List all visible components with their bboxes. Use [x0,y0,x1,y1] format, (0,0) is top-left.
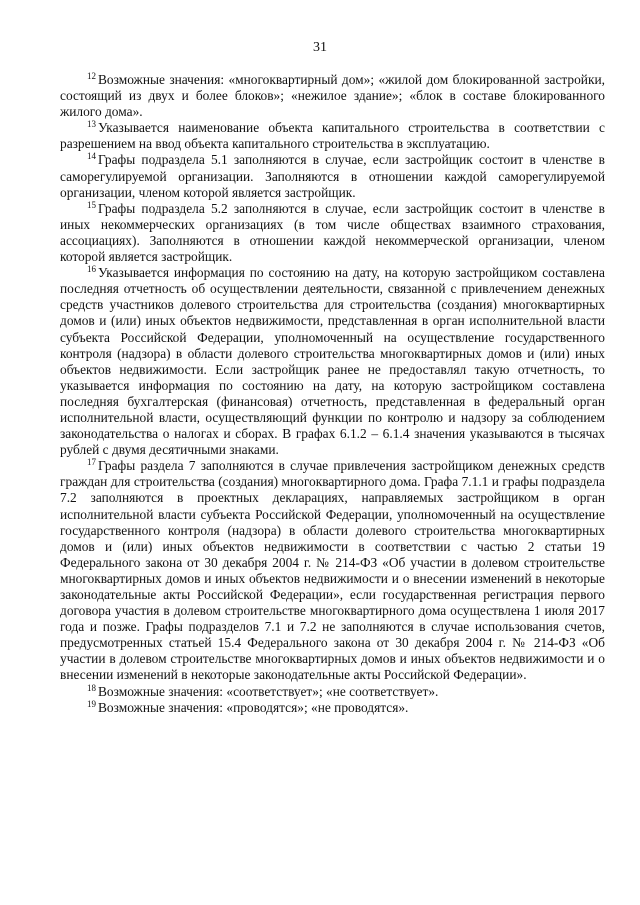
footnote-marker: 13 [87,119,96,130]
footnote-marker: 18 [87,682,96,693]
footnote-text: Указывается информация по состоянию на дату, на которую застройщиком составлена последняя отчетность об осуществлении деятельности, связанной с привлечением денежных средств участников долевого строительства для строительства (создания) многоквартирных домов и (или) иных объектов недвижимости, представленная в орган исполнительной власти субъекта Российской Федерации, уполномоченный на осуществление государственного контроля (надзора) в области долевого строительства многоквартирных домов и (или) иных объектов недвижимости. Если застройщик ранее не предоставлял такую отчетность, то указывается информация по состоянию на дату, на которую застройщиком составлена последняя бухгалтерская (финансовая) отчетность, представленная в федеральный орган исполнительной власти, осуществляющий функции по контролю и надзору за соблюдением законодательства о налогах и сборах. В графах 6.1.2 – 6.1.4 значения указываются в тысячах рублей с двумя десятичными знаками. [60,265,605,458]
footnote [60,265,605,458]
footnote [60,700,605,716]
footnote [60,458,605,683]
footnote-text: Графы раздела 7 заполняются в случае привлечения застройщиком денежных средств граждан для строительства (создания) многоквартирного дома. Графа 7.1.1 и графы подраздела 7.2 заполняются в проектных декларациях, направляемых застройщиком в орган исполнительной власти субъекта Российской Федерации, уполномоченный на осуществление государственного контроля (надзора) в области долевого строительства многоквартирных домов и (или) иных объектов недвижимости в соответствии с частью 2 статьи 19 Федерального закона от 30 декабря 2004 г. № 214-ФЗ «Об участии в долевом строительстве многоквартирных домов и иных объектов недвижимости и о внесении изменений в некоторые законодательные акты Российской Федерации», если государственная регистрация первого договора участия в долевом строительстве многоквартирного дома осуществлена 1 июля 2017 года и позже. Графы подразделов 7.1 и 7.2 не заполняются в случае использования счетов, предусмотренных статьей 15.4 Федерального закона от 30 декабря 2004 г. № 214-ФЗ «Об участии в долевом строительстве многоквартирных домов и иных объектов недвижимости и о внесении изменений в некоторые законодательные акты Российской Федерации». [60,458,605,683]
footnote [60,201,605,265]
footnote-marker: 15 [87,199,96,210]
footnote-text: Графы подраздела 5.2 заполняются в случае, если застройщик состоит в членстве в иных некоммерческих организациях (в том числе обществах взаимного страхования, ассоциациях). Заполняются в отношении каждой некоммерческой организации, членом которой является застройщик. [60,200,605,265]
footnote-marker: 17 [87,457,96,468]
footnote-text: Возможные значения: «многоквартирный дом»; «жилой дом блокированной застройки, состоящий из двух и более блоков»; «нежилое здание»; «блок в составе блокированного жилого дома». [60,72,605,120]
footnote-text: Возможные значения: «проводятся»; «не проводятся». [98,699,409,715]
footnote-marker: 14 [87,151,96,162]
footnote [60,684,605,700]
footnote-text: Возможные значения: «соответствует»; «не соответствует». [98,683,439,699]
footnote-text: Графы подраздела 5.1 заполняются в случае, если застройщик состоит в членстве в саморегулируемой организации. Заполняются в отношении каждой саморегулируемой организации, членом которой является застройщик. [60,152,605,200]
footnote [60,120,605,152]
page-number: 31 [313,40,327,55]
footnote-marker: 19 [87,698,96,709]
footnote-marker: 12 [87,71,96,81]
footnotes-list [60,72,605,716]
footnote-text: Указывается наименование объекта капитального строительства в соответствии с разрешением на ввод объекта капитального строительства в эксплуатацию. [60,120,605,152]
footnote [60,152,605,200]
footnote [60,72,605,120]
footnote-marker: 16 [87,264,96,275]
